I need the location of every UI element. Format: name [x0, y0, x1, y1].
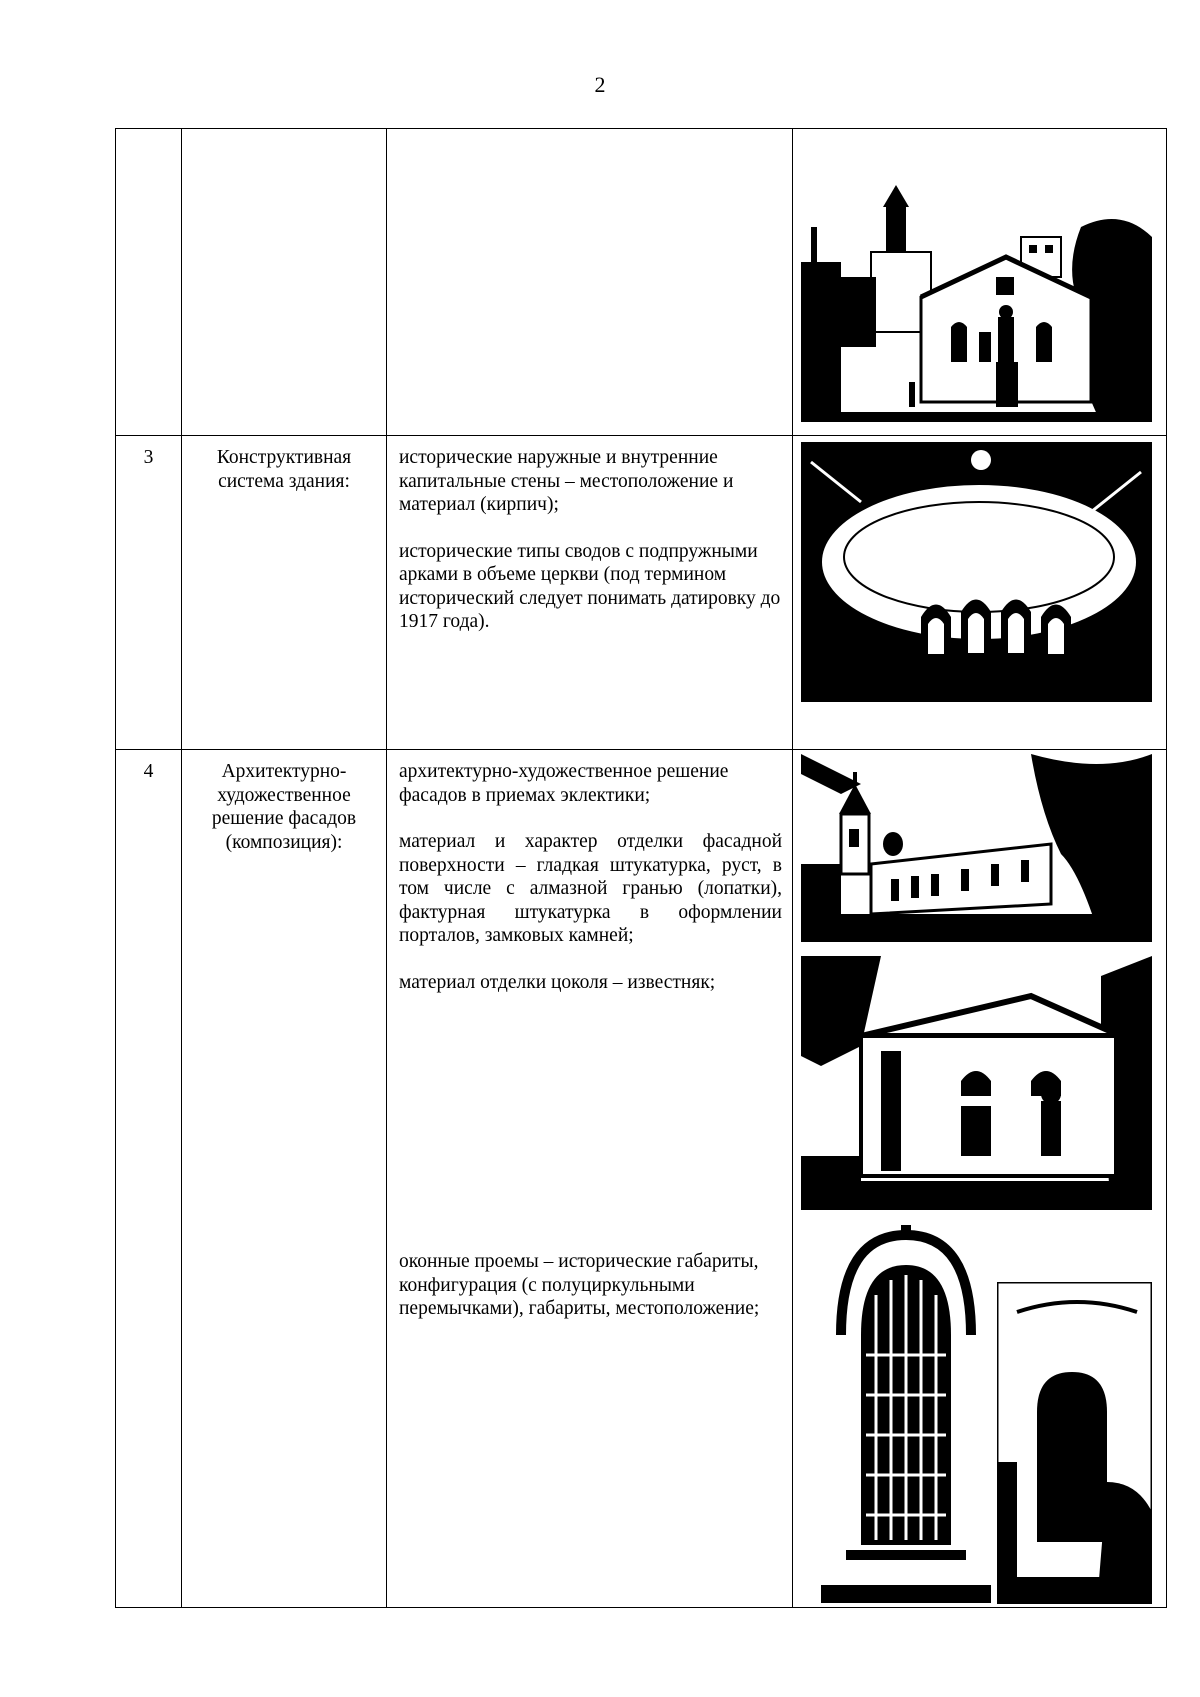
- description-paragraph: исторические наружные и внутренние капитальные стены – местоположение и материал (кирпич);: [399, 447, 734, 515]
- table-row: [116, 129, 1167, 436]
- table-row: [116, 436, 1167, 750]
- description-paragraph: оконные проемы – исторические габариты, конфигурация (с полуциркульными перемычками), габариты, местоположение;: [399, 1251, 760, 1319]
- monument-features-table: [115, 128, 1167, 1608]
- description-paragraph: архитектурно-художественное решение фасадов в приемах эклектики;: [399, 761, 729, 806]
- row-description: [387, 436, 793, 750]
- page-number: 2: [594, 72, 606, 97]
- church-street-photo: [801, 167, 1152, 422]
- row-name: [182, 129, 387, 436]
- row-photos: [793, 129, 1167, 436]
- row-number: 3: [116, 436, 182, 750]
- arched-door-photo: [997, 1282, 1152, 1604]
- row-number: [116, 129, 182, 436]
- row-name: Архитектурно-художественное решение фасадов (композиция):: [182, 750, 387, 1608]
- description-paragraph: исторические типы сводов с подпружными арками в объеме церкви (под термином исторический следует понимать датировку до 1917 года).: [399, 540, 781, 632]
- row-description: [387, 750, 793, 1608]
- row-number: 4: [116, 750, 182, 1608]
- description-paragraph: материал отделки цоколя – известняк;: [399, 971, 716, 993]
- dome-interior-photo: [801, 442, 1152, 702]
- row-description: [387, 129, 793, 436]
- facade-portico-photo: [801, 956, 1152, 1210]
- facade-belltower-photo: [801, 754, 1152, 942]
- table-row: [116, 750, 1167, 1608]
- arched-window-photo: [821, 1225, 991, 1603]
- description-paragraph: материал и характер отделки фасадной поверхности – гладкая штукатурка, руст, в том числе с алмазной гранью (лопатки), фактурная штукатурка в оформлении порталов, замковых камней;: [399, 831, 782, 946]
- row-name: Конструктивная система здания:: [182, 436, 387, 750]
- row-photos: [793, 750, 1167, 1608]
- row-photos: [793, 436, 1167, 750]
